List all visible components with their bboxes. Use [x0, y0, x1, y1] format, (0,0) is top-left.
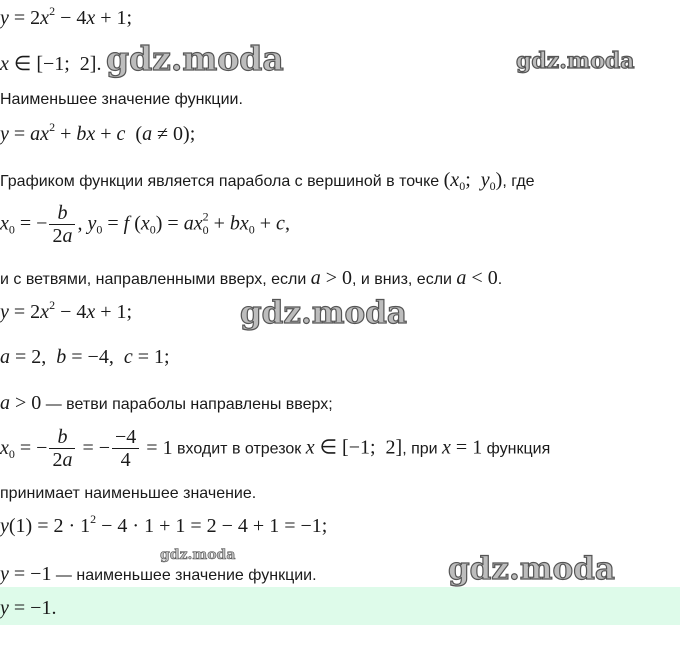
- branches-text-2: , и вниз, если: [352, 271, 452, 288]
- watermark-logo: gdz.moda: [106, 39, 284, 78]
- graph-text-1: Графиком функции является парабола с вершиной в точке: [0, 173, 440, 190]
- heading-text: Наименьшее значение функции.: [0, 91, 243, 108]
- function-line-2: $y = 2x^2 - 4x + 1$;: [0, 298, 133, 323]
- answer-line: y = −1.: [0, 597, 57, 619]
- conclusion-line: y = −1 — наименьшее значение функции.: [0, 563, 317, 585]
- watermark-logo: gdz.moda: [448, 551, 615, 587]
- watermark-logo: gdz.moda: [240, 295, 407, 331]
- graph-text-2: , где: [502, 173, 535, 190]
- watermark-logo: gdz.moda: [160, 547, 236, 563]
- conclusion-text: — наименьшее значение функции.: [55, 567, 317, 584]
- interval-line: x ∈ [−1; 2].: [0, 53, 102, 75]
- graph-description-line: Графиком функции является парабола с вершиной в точке ($x_0$; $y_0$), где: [0, 169, 535, 193]
- general-form-line: $y = ax^2$ + bx + c (a ≠ 0);: [0, 120, 196, 145]
- vertex-text-1: входит в отрезок: [177, 440, 302, 458]
- branches-line: и с ветвями, направленными вверх, если a > 0, и вниз, если a < 0.: [0, 267, 503, 289]
- vertex-calc-line: $x_0$ = − $\frac{b}{2a}$ = − $\frac{-4}{4}$ = 1 входит в отрезок x ∈ [−1; 2], при x = 1 функция: [0, 426, 551, 471]
- answer-highlight: [0, 587, 680, 625]
- watermark-logo: gdz.moda: [516, 48, 635, 74]
- vertex-text-4: принимает наименьшее значение.: [0, 485, 257, 502]
- vertex-formula-line: $x_0$ = − $\frac{b}{2a}$ , $y_0 = f$ $(x_0) = ax^2_0 + bx_0 + c$,: [0, 202, 290, 247]
- condition-line: a > 0 — ветви параболы направлены вверх;: [0, 392, 333, 414]
- function-line: $y = 2x^2 - 4x + 1$;: [0, 4, 133, 29]
- coefficients-line: a = 2, b = −4, c = 1;: [0, 346, 170, 368]
- branches-text-1: и с ветвями, направленными вверх, если: [0, 271, 307, 288]
- condition-text: — ветви параболы направлены вверх;: [45, 396, 333, 413]
- vertex-text-3: функция: [486, 440, 551, 458]
- calculation-line: $y(1) = 2 \cdot 1^2 - 4 \cdot 1 + 1 = 2 - 4 + 1 = -1$;: [0, 512, 328, 537]
- vertex-text-2: , при: [402, 440, 438, 458]
